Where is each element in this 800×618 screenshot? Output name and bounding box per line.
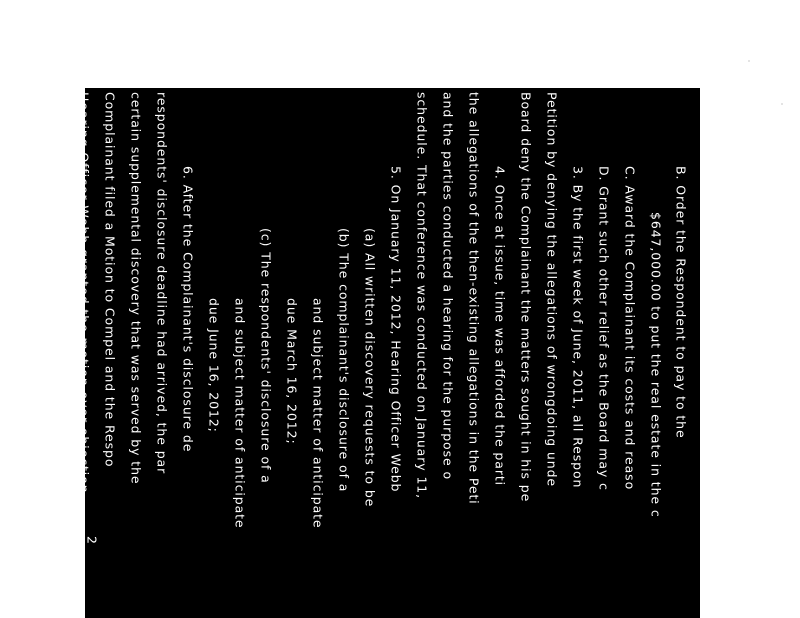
text-line-item-c: (c) The respondents' disclosure of a bbox=[258, 228, 274, 484]
text-line-3-first-week: 3. By the first week of June, 2011, all Respon bbox=[570, 166, 586, 489]
text-line-amount: $647,000.00 to put the real estate in the c bbox=[648, 212, 664, 518]
text-line-schedule: schedule. That conference was conducted on January 11, bbox=[414, 92, 430, 500]
scanned-page-rotated bbox=[76, 88, 700, 618]
text-line-respondents-deadline: respondents' disclosure deadline had arrived, the par bbox=[154, 92, 170, 475]
text-line-item-a: (a) All written discovery requests to be bbox=[362, 228, 378, 508]
text-line-item-c-cont: and subject matter of anticipate bbox=[232, 298, 248, 529]
text-line-d-grant: D. Grant such other relief as the Board may c bbox=[596, 166, 612, 491]
text-line-c-award: C. Award the Complainant its costs and reaso bbox=[622, 166, 638, 491]
text-line-motion-compel: Complainant filed a Motion to Compel and the Respo bbox=[102, 92, 118, 468]
text-line-item-b-due: due March 16, 2012; bbox=[284, 298, 300, 445]
text-line-board-deny: Board deny the Complainant the matters sought in his pe bbox=[518, 92, 534, 503]
text-line-4-once-at-issue: 4. Once at issue, time was afforded the parti bbox=[492, 166, 508, 487]
text-line-parties-hearing: and the parties conducted a hearing for the purpose o bbox=[440, 92, 456, 481]
text-line-b-order: B. Order the Respondent to pay to the bbox=[673, 166, 689, 439]
scan-speck bbox=[781, 103, 783, 105]
text-line-6-after: 6. After the Complainant's disclosure de bbox=[180, 166, 196, 453]
text-line-item-b-cont: and subject matter of anticipate bbox=[310, 298, 326, 529]
scan-speck bbox=[748, 60, 750, 62]
text-line-supplemental: certain supplemental discovery that was served by the bbox=[128, 92, 144, 485]
text-line-5-january: 5. On January 11, 2012, Hearing Officer Webb bbox=[388, 166, 404, 493]
text-line-allegations: the allegations of the then-existing allegations in the Peti bbox=[466, 92, 482, 505]
text-line-item-c-due: due June 16, 2012; bbox=[206, 298, 222, 433]
page-number: 2 bbox=[84, 536, 100, 545]
text-line-hearing-officer: Hearing Officer Webb granted the motion over objection bbox=[76, 92, 92, 494]
text-line-item-b: (b) The complainant's disclosure of a bbox=[336, 228, 352, 493]
text-line-petition: Petition by denying the allegations of wrongdoing unde bbox=[544, 92, 560, 488]
